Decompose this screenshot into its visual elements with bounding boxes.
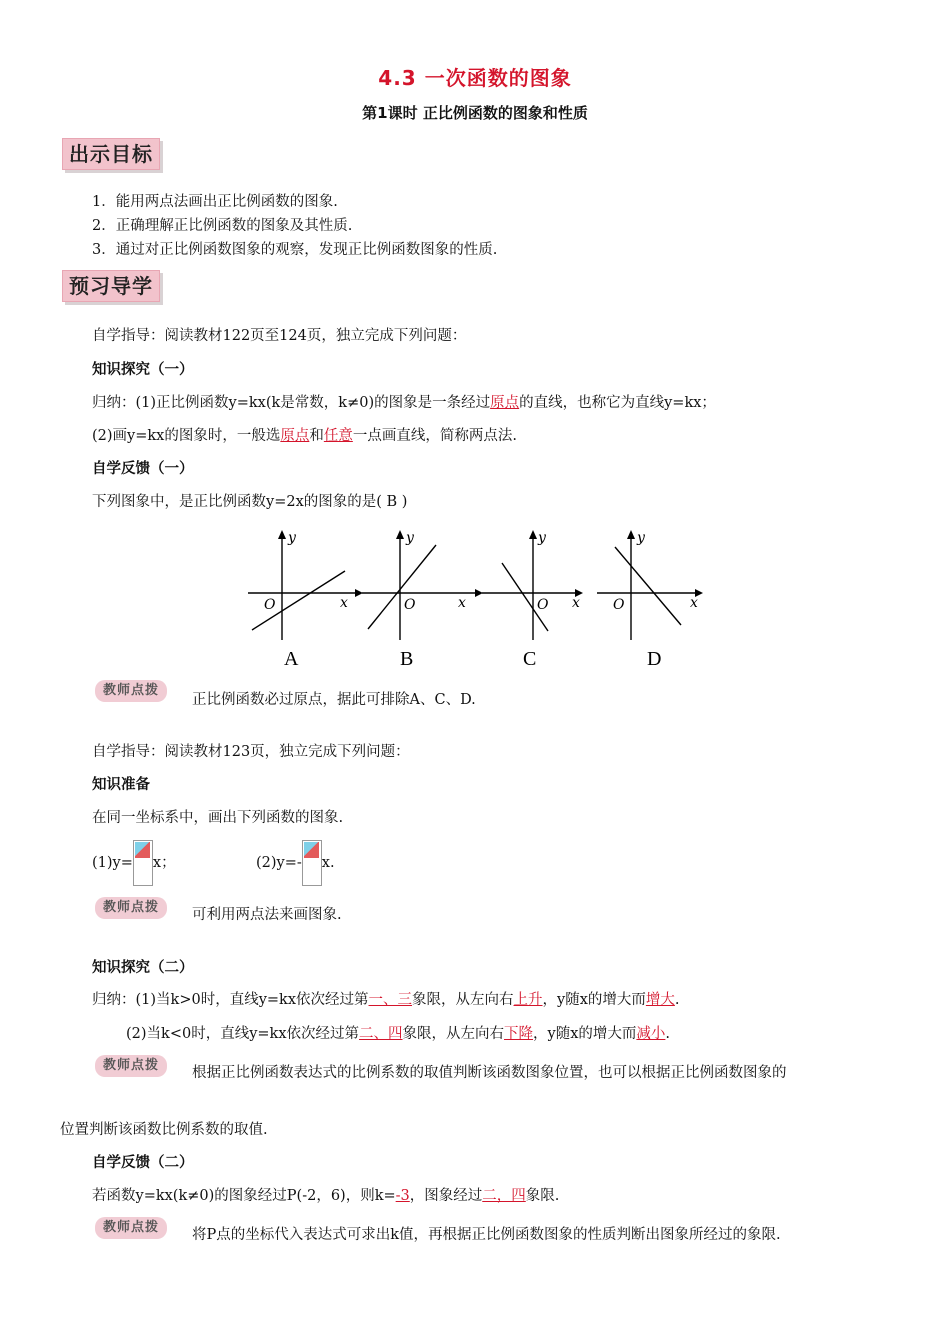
property-1-d: . [674,992,680,1008]
goals-badge: 出示目标 [62,138,160,170]
function-2-a: (2)y=- [256,855,302,871]
graph-d-line [615,547,681,625]
explore-title-2: 知识探究（二） [92,960,194,976]
question-2-c: 象限. [525,1188,560,1204]
graph-a-origin: O [264,597,276,613]
property-2-d: . [665,1026,670,1042]
graph-a-x-arrow [355,589,363,597]
property-1-c: ，y随x的增大而 [542,992,646,1008]
property-1-line [92,990,680,1010]
guide-1: 自学指导：阅读教材122页至124页，独立完成下列问题： [92,328,467,344]
feedback-title-2: 自学反馈（二） [92,1155,194,1171]
teacher-tip-badge-1: 教师点拨 [95,680,167,702]
preview-badge: 预习导学 [62,270,160,302]
graph-c-label: C [523,648,537,670]
graph-b-label: B [400,648,414,670]
answer-origin: 原点 [490,395,520,411]
fraction-image-1 [133,840,153,886]
graph-b-y-label: y [406,530,414,546]
graph-c-y-label: y [538,530,546,546]
goal-1: 1．能用两点法画出正比例函数的图象. [92,194,338,210]
property-2-c: ，y随x的增大而 [533,1026,637,1042]
question-2-line [92,1186,559,1206]
teacher-tip-text-2: 可利用两点法来画图象. [192,907,342,923]
answer-rise: 上升 [513,992,543,1008]
answer-increase: 增大 [645,992,675,1008]
summary-2-text-a: (2)画y=kx的图象时，一般选 [92,428,281,444]
answer-quadrants-1-3: 一、三 [368,992,413,1008]
summary-2-line [92,426,517,446]
function-2-b: x. [321,855,335,871]
graph-a-x-label: x [340,595,348,611]
summary-1-text-b: 的直线，也称它为直线y=kx； [519,395,716,411]
graph-a-y-label: y [288,530,296,546]
function-1-b: x； [152,855,176,871]
graph-d-x-label: x [690,595,698,611]
answer-k: -3 [395,1188,410,1204]
summary-1-text-a: 归纳：(1)正比例函数y=kx(k是常数，k≠0)的图象是一条经过 [92,395,491,411]
graph-b-x-label: x [458,595,466,611]
answer-any: 任意 [323,428,353,444]
property-2-line [126,1024,670,1044]
graph-b [362,530,483,670]
graph-options [240,525,720,670]
property-2-b: 象限，从左向右 [402,1026,505,1042]
graph-d [597,530,703,670]
graph-a-label: A [284,648,299,670]
graph-b-origin: O [404,597,416,613]
graph-a-y-arrow [278,530,286,539]
page-title: 4.3 一次函数的图象 [378,66,572,90]
summary-2-text-b: 一点画直线，简称两点法. [352,428,517,444]
teacher-tip-badge-3: 教师点拨 [95,1055,167,1077]
feedback-title-1: 自学反馈（一） [92,461,194,477]
graph-a [248,530,363,670]
explore-title-1: 知识探究（一） [92,362,194,378]
guide-2: 自学指导：阅读教材123页，独立完成下列问题： [92,744,410,760]
teacher-tip-text-3-cont: 位置判断该函数比例系数的取值. [60,1122,268,1138]
teacher-tip-badge-2: 教师点拨 [95,897,167,919]
graph-d-origin: O [613,597,625,613]
question-1: 下列图象中，是正比例函数y=2x的图象的是( B ) [92,494,408,510]
teacher-tip-text-4: 将P点的坐标代入表达式可求出k值，再根据正比例函数图象的性质判断出图象所经过的象限. [192,1227,781,1243]
graph-c-x-label: x [572,595,580,611]
answer-fall: 下降 [504,1026,534,1042]
question-2-b: ，图象经过 [409,1188,483,1204]
prep-text: 在同一坐标系中，画出下列函数的图象. [92,810,344,826]
goal-3: 3．通过对正比例函数图象的观察，发现正比例函数图象的性质. [92,242,498,258]
answer-quadrants-2-4: 二、四 [359,1026,403,1042]
question-2-a: 若函数y=kx(k≠0)的图象经过P(-2，6)，则k= [92,1188,396,1204]
graph-c-origin: O [537,597,549,613]
teacher-tip-text-1: 正比例函数必过原点，据此可排除A、C、D. [192,692,476,708]
answer-origin-2: 原点 [280,428,310,444]
graph-d-label: D [647,648,662,670]
graph-c [482,530,583,670]
function-2 [256,840,335,886]
page-subtitle: 第1课时 正比例函数的图象和性质 [362,104,588,122]
teacher-tip-badge-4: 教师点拨 [95,1217,167,1239]
graph-b-line [368,545,436,629]
fraction-image-2 [302,840,322,886]
summary-2-text-mid: 和 [309,428,324,444]
function-1-a: (1)y= [92,855,133,871]
property-2-a: (2)当k<0时，直线y=kx依次经过第 [126,1026,360,1042]
goal-2: 2．正确理解正比例函数的图象及其性质. [92,218,353,234]
teacher-tip-text-3: 根据正比例函数表达式的比例系数的取值判断该函数图象位置，也可以根据正比例函数图象的 [192,1065,787,1081]
answer-decrease: 减小 [636,1026,666,1042]
graph-d-y-label: y [637,530,645,546]
property-1-a: 归纳：(1)当k>0时，直线y=kx依次经过第 [92,992,369,1008]
answer-quadrants: 二，四 [482,1188,526,1204]
prep-title: 知识准备 [92,777,150,793]
property-1-b: 象限，从左向右 [412,992,514,1008]
summary-1-line [92,393,716,413]
function-1 [92,840,176,886]
